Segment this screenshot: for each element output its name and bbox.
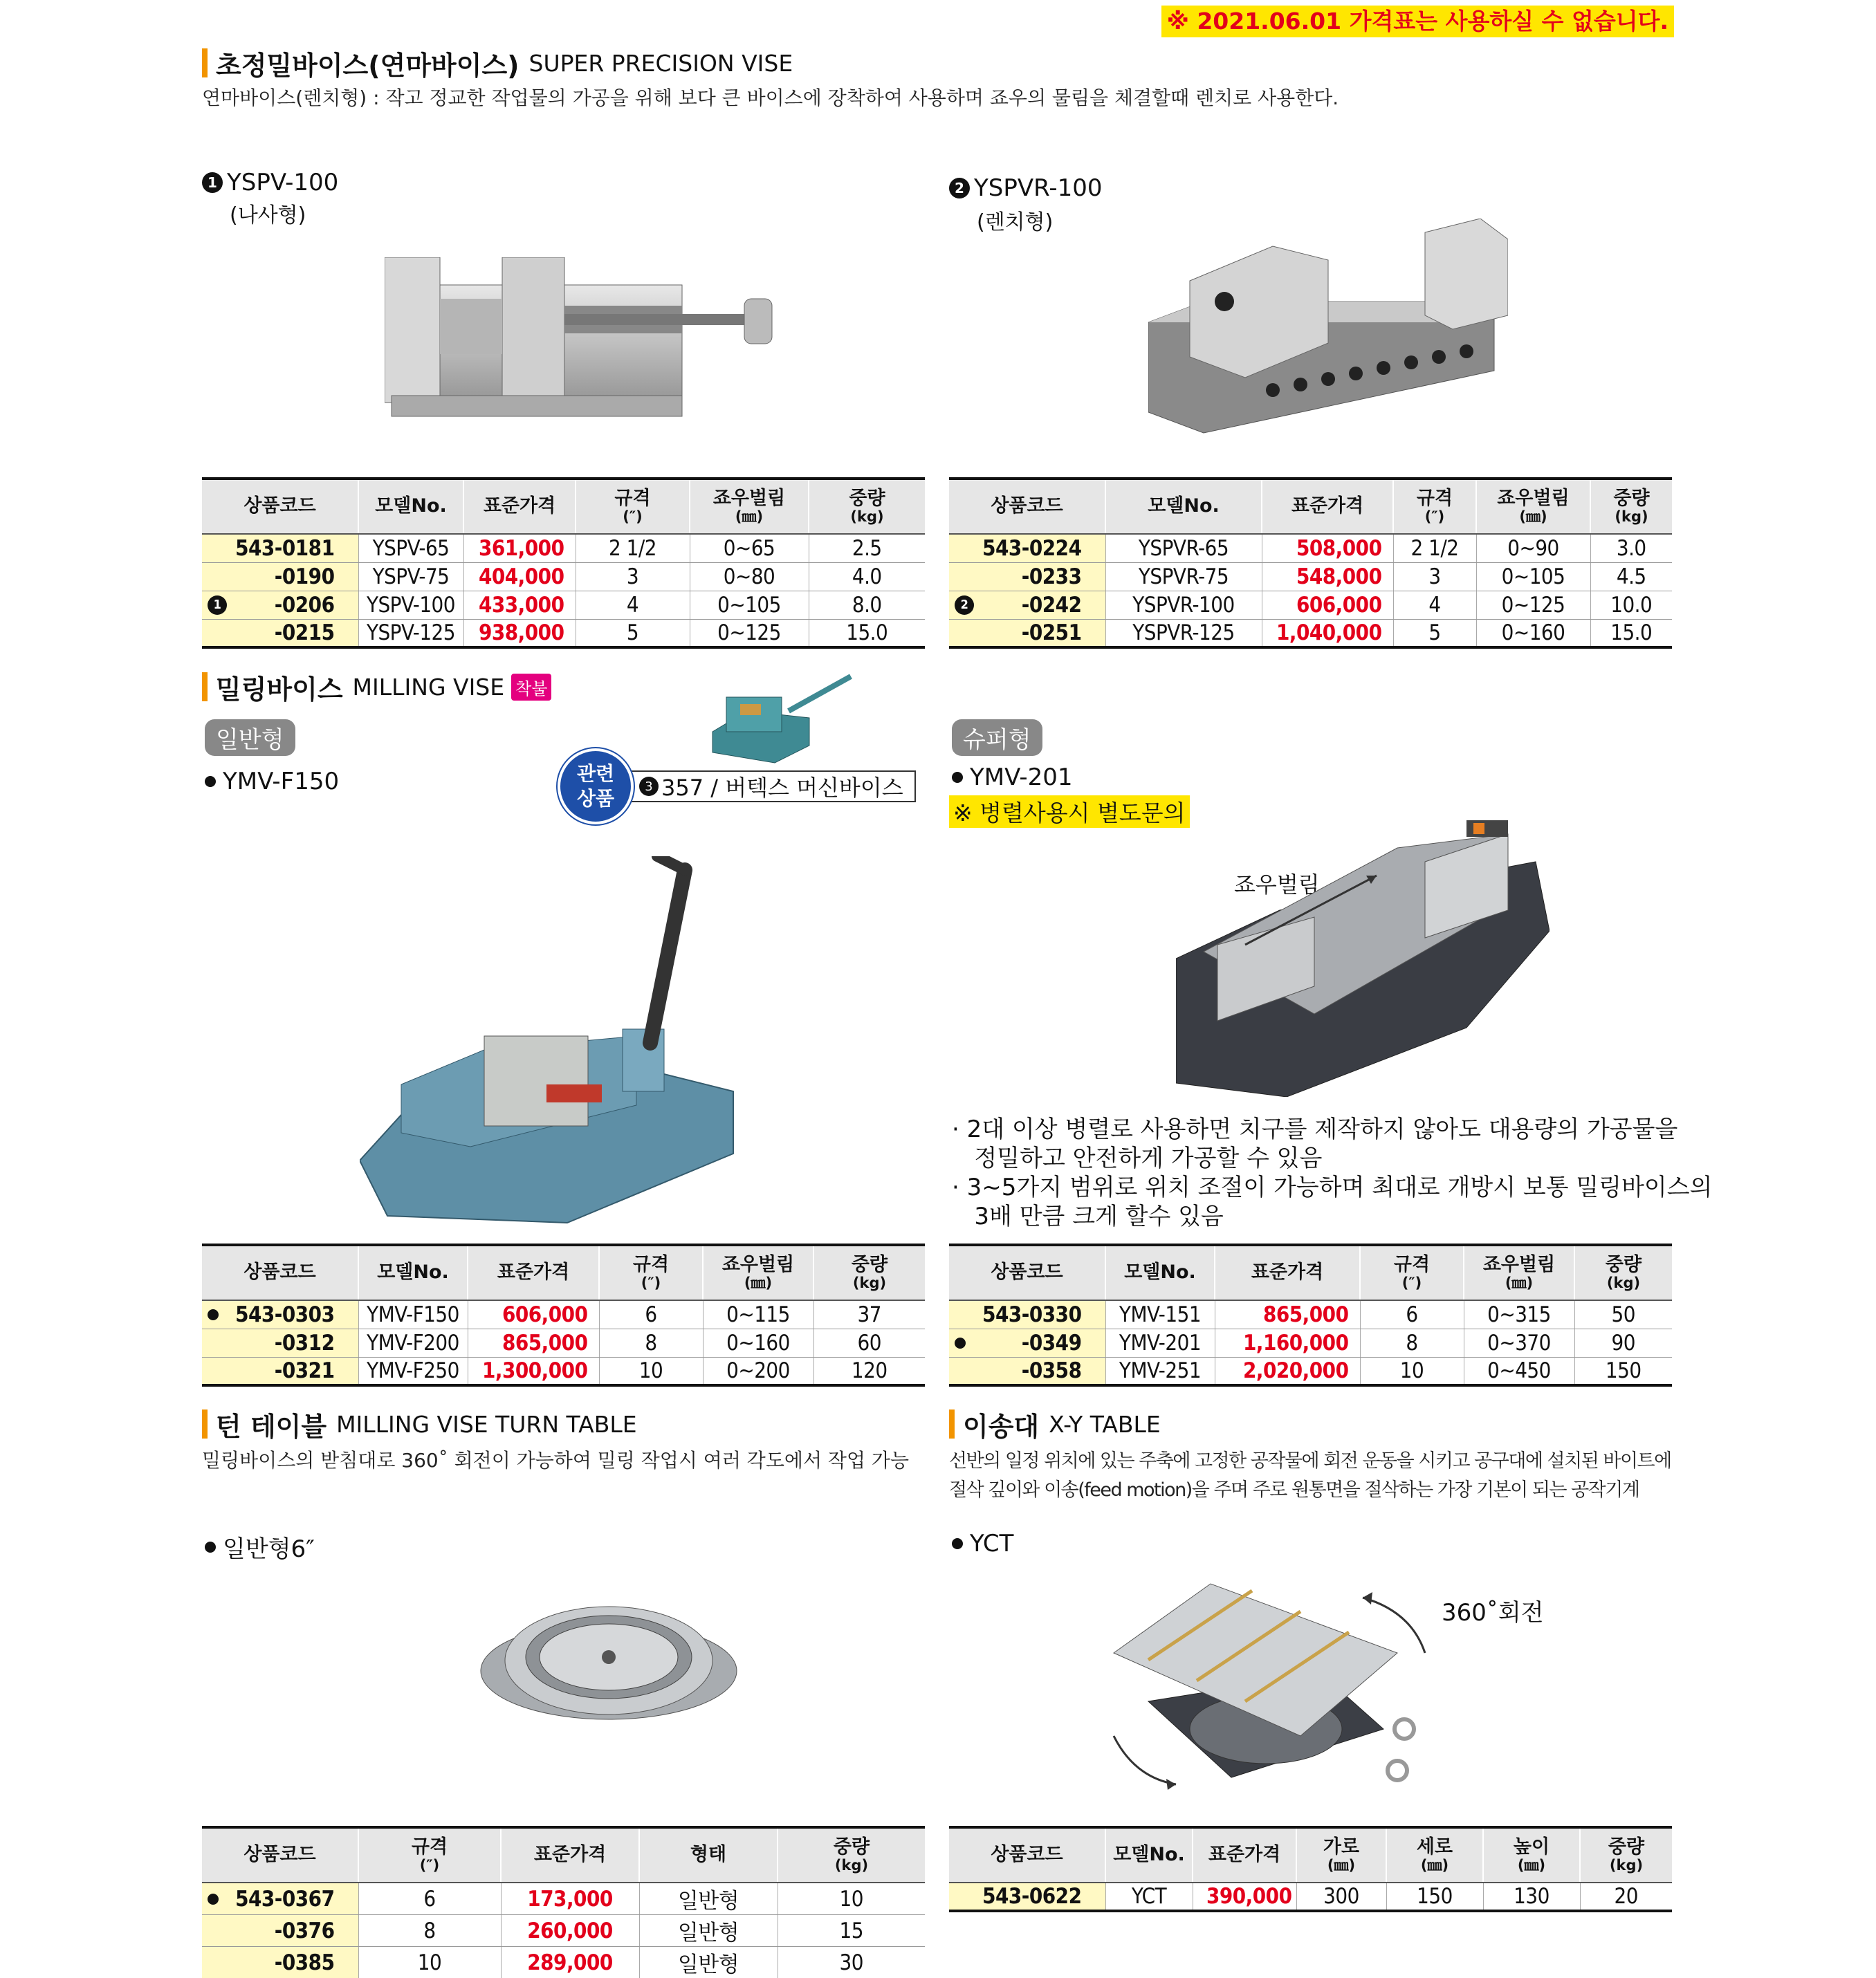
related-circle: 관련 상품	[558, 748, 634, 824]
cell-jaw: 0~105	[690, 591, 809, 619]
cell-jaw: 0~450	[1464, 1357, 1574, 1385]
header-weight: 중량 (kg)	[813, 1245, 925, 1300]
cell-price: 433,000	[463, 591, 576, 619]
cell-model: YSPV-65	[358, 534, 463, 562]
product-name: YMV-F150	[223, 768, 340, 795]
product-label-ymv201	[952, 764, 1073, 791]
cell-code: -0312	[202, 1329, 358, 1357]
cell-price: 865,000	[468, 1329, 599, 1357]
cell-size: 8	[358, 1915, 501, 1947]
product-name: YCT	[970, 1530, 1014, 1558]
header-depth: 세로 (㎜)	[1386, 1827, 1483, 1883]
header-size: 규격 (″)	[576, 479, 690, 534]
header-weight: 중량 (kg)	[809, 479, 925, 534]
cell-weight: 10.0	[1590, 591, 1672, 619]
product-subtype: (렌치형)	[977, 210, 1054, 234]
cell-size: 5	[1393, 619, 1476, 647]
section-title-en: MILLING VISE	[352, 673, 505, 701]
table-row	[949, 562, 1672, 591]
cell-code: -0233	[949, 562, 1105, 591]
header-jaw: 죠우벌림 (㎜)	[1464, 1245, 1574, 1300]
product-label-yct	[952, 1530, 1013, 1558]
bullet-dot	[205, 1542, 216, 1553]
cell-code: 543-0303	[202, 1300, 358, 1329]
product-name: YSPVR-100	[974, 174, 1103, 202]
price-notice: ※ 2021.06.01 가격표는 사용하실 수 없습니다.	[1161, 6, 1674, 37]
cell-weight: 120	[813, 1357, 925, 1385]
accent-bar	[202, 672, 208, 701]
cell-code: 543-0181	[202, 534, 358, 562]
cell-jaw: 0~200	[703, 1357, 813, 1385]
header-model: 모델No.	[1105, 479, 1262, 534]
section-title-en: MILLING VISE TURN TABLE	[336, 1410, 637, 1438]
number-bullet: 1	[202, 172, 223, 193]
yspvr-product-image	[1148, 219, 1508, 440]
bullet-dot	[952, 772, 963, 783]
header-jaw: 죠우벌림 (㎜)	[690, 479, 809, 534]
header-model: 모델No.	[1105, 1245, 1215, 1300]
row-marker: 1	[208, 595, 227, 615]
table-row	[202, 1883, 925, 1915]
cell-price: 1,300,000	[468, 1357, 599, 1385]
header-price: 표준가격	[463, 479, 576, 534]
table-row	[202, 619, 925, 647]
header-code: 상품코드	[949, 479, 1105, 534]
cell-weight: 8.0	[809, 591, 925, 619]
table-row	[949, 1883, 1672, 1911]
cell-code: -0376	[202, 1915, 358, 1947]
section-title-turn	[202, 1407, 637, 1441]
cell-price: 606,000	[468, 1300, 599, 1329]
cell-weight: 10	[778, 1883, 925, 1915]
cell-code: -0190	[202, 562, 358, 591]
row-marker	[208, 1894, 219, 1905]
cell-size: 6	[599, 1300, 703, 1329]
ymv201-features	[952, 1115, 1712, 1231]
header-size: 규격 (″)	[599, 1245, 703, 1300]
cell-weight: 37	[813, 1300, 925, 1329]
cell-price: 865,000	[1215, 1300, 1360, 1329]
cell-weight: 4.5	[1590, 562, 1672, 591]
cell-size: 8	[599, 1329, 703, 1357]
cell-weight: 2.5	[809, 534, 925, 562]
cell-jaw: 0~125	[690, 619, 809, 647]
accent-bar	[202, 48, 208, 77]
product-name: 일반형6″	[223, 1535, 315, 1563]
feature-line: · 2대 이상 병렬로 사용하면 치구를 제작하지 않아도 대용량의 가공물을	[952, 1116, 1678, 1143]
cell-weight: 4.0	[809, 562, 925, 591]
header-model: 모델No.	[1105, 1827, 1193, 1883]
cell-price: 361,000	[463, 534, 576, 562]
cell-weight: 150	[1574, 1357, 1672, 1385]
header-price: 표준가격	[468, 1245, 599, 1300]
header-size: 규격 (″)	[358, 1827, 501, 1883]
cell-price: 2,020,000	[1215, 1357, 1360, 1385]
xy-table-product-image	[1093, 1570, 1453, 1819]
cell-form: 일반형	[639, 1915, 778, 1947]
cell-jaw: 0~105	[1476, 562, 1590, 591]
cell-jaw: 0~90	[1476, 534, 1590, 562]
cell-code: -0358	[949, 1357, 1105, 1385]
yspv-product-image	[385, 257, 800, 423]
row-marker	[955, 1338, 966, 1349]
product-label-ymvf	[205, 768, 339, 795]
cell-code: 543-0622	[949, 1883, 1105, 1911]
table-row	[949, 1357, 1672, 1385]
bullet-dot	[205, 776, 216, 787]
cell-price: 289,000	[501, 1947, 639, 1978]
cell-price: 390,000	[1193, 1883, 1296, 1911]
cell-code: -0385	[202, 1947, 358, 1978]
table-row	[202, 562, 925, 591]
cell-code: -0349	[949, 1329, 1105, 1357]
product-subtype: (나사형)	[230, 203, 306, 228]
header-height: 높이 (㎜)	[1483, 1827, 1580, 1883]
spec-table-yspvr	[949, 477, 1672, 649]
table-row	[202, 1300, 925, 1329]
cell-weight: 20	[1580, 1883, 1672, 1911]
cell-size: 2 1/2	[576, 534, 690, 562]
cell-jaw: 0~65	[690, 534, 809, 562]
cell-code: -0215	[202, 619, 358, 647]
section-desc-precision: 연마바이스(렌치형) : 작고 정교한 작업물의 가공을 위해 보다 큰 바이스에 장착하여 사용하며 죠우의 물림을 체결할때 렌치로 사용한다.	[202, 86, 1339, 109]
table-row	[949, 1329, 1672, 1357]
cell-code: 543-0224	[949, 534, 1105, 562]
cell-size: 6	[358, 1883, 501, 1915]
cell-model: YSPVR-65	[1105, 534, 1262, 562]
cell-code: 1 -0206	[202, 591, 358, 619]
ymv201-product-image	[1176, 820, 1549, 1097]
cell-price: 1,160,000	[1215, 1329, 1360, 1357]
product-label-yspv	[202, 169, 338, 196]
product-label-turn6	[205, 1530, 315, 1564]
jaw-opening-label: 죠우벌림	[1234, 871, 1320, 898]
section-title-ko: 턴 테이블	[216, 1411, 327, 1442]
table-row	[202, 1329, 925, 1357]
shipping-badge: 착불	[511, 674, 551, 701]
cell-model: YMV-F150	[358, 1300, 468, 1329]
section-title-xy	[949, 1407, 1161, 1441]
cell-code: -0321	[202, 1357, 358, 1385]
parallel-use-note: ※ 병렬사용시 별도문의	[949, 795, 1190, 828]
cell-size: 5	[576, 619, 690, 647]
table-row	[202, 534, 925, 562]
cell-form: 일반형	[639, 1883, 778, 1915]
product-name: YSPV-100	[227, 169, 339, 196]
cell-price: 548,000	[1262, 562, 1393, 591]
cell-weight: 30	[778, 1947, 925, 1978]
cell-code: -0251	[949, 619, 1105, 647]
section-title-ko: 초정밀바이스(연마바이스)	[216, 50, 519, 81]
accent-bar	[949, 1409, 955, 1439]
cell-weight: 90	[1574, 1329, 1672, 1357]
cell-form: 일반형	[639, 1947, 778, 1978]
product-name: YMV-201	[970, 764, 1073, 791]
cell-jaw: 0~315	[1464, 1300, 1574, 1329]
cell-jaw: 0~370	[1464, 1329, 1574, 1357]
row-marker	[208, 1309, 219, 1320]
accent-bar	[202, 1409, 208, 1439]
cell-model: YSPV-75	[358, 562, 463, 591]
feature-line: 3배 만큼 크게 할수 있음	[952, 1203, 1224, 1230]
table-row	[949, 534, 1672, 562]
cell-size: 10	[358, 1947, 501, 1978]
section-title-ko: 밀링바이스	[216, 674, 343, 705]
section-desc-turn: 밀링바이스의 받침대로 360˚ 회전이 가능하여 밀링 작업시 여러 각도에서 작업 가능	[202, 1449, 909, 1472]
cell-model: YSPVR-125	[1105, 619, 1262, 647]
cell-model: YSPVR-75	[1105, 562, 1262, 591]
cell-weight: 15	[778, 1915, 925, 1947]
cell-depth: 150	[1386, 1883, 1483, 1911]
header-code: 상품코드	[202, 1827, 358, 1883]
table-row	[202, 1947, 925, 1978]
header-model: 모델No.	[358, 1245, 468, 1300]
header-weight: 중량 (kg)	[1574, 1245, 1672, 1300]
table-row	[949, 619, 1672, 647]
cell-size: 2 1/2	[1393, 534, 1476, 562]
cell-price: 404,000	[463, 562, 576, 591]
header-code: 상품코드	[202, 1245, 358, 1300]
cell-size: 8	[1360, 1329, 1464, 1357]
cell-model: YMV-251	[1105, 1357, 1215, 1385]
cell-weight: 60	[813, 1329, 925, 1357]
related-product-text: 357 / 버텍스 머신바이스	[661, 775, 903, 801]
cell-model: YSPV-125	[358, 619, 463, 647]
section-title-en: SUPER PRECISION VISE	[528, 49, 793, 77]
table-row	[949, 1300, 1672, 1329]
header-size: 규격 (″)	[1393, 479, 1476, 534]
cell-code: 543-0367	[202, 1883, 358, 1915]
header-price: 표준가격	[1215, 1245, 1360, 1300]
table-row	[949, 591, 1672, 619]
cell-size: 6	[1360, 1300, 1464, 1329]
cell-price: 173,000	[501, 1883, 639, 1915]
cell-model: YMV-F250	[358, 1357, 468, 1385]
header-code: 상품코드	[949, 1827, 1105, 1883]
cell-jaw: 0~160	[703, 1329, 813, 1357]
cell-size: 4	[1393, 591, 1476, 619]
feature-line: · 3~5가지 범위로 위치 조절이 가능하며 최대로 개방시 보통 밀링바이스의	[952, 1174, 1713, 1201]
bullet-dot	[952, 1538, 963, 1549]
cell-model: YSPV-100	[358, 591, 463, 619]
type-badge-general: 일반형	[205, 719, 295, 756]
number-bullet: 3	[639, 777, 659, 796]
section-title-en: X-Y TABLE	[1049, 1410, 1161, 1438]
cell-price: 508,000	[1262, 534, 1393, 562]
table-row	[202, 1357, 925, 1385]
spec-table-ymv	[949, 1244, 1672, 1387]
cell-code: 543-0330	[949, 1300, 1105, 1329]
section-desc-xy-1: 선반의 일정 위치에 있는 주축에 고정한 공작물에 회전 운동을 시키고 공구대에 설치된 바이트에	[949, 1450, 1671, 1472]
cell-size: 10	[599, 1357, 703, 1385]
number-bullet: 2	[949, 178, 970, 198]
cell-size: 3	[576, 562, 690, 591]
header-weight: 중량 (kg)	[1590, 479, 1672, 534]
product-label-yspvr	[949, 174, 1103, 202]
cell-size: 10	[1360, 1357, 1464, 1385]
section-desc-xy-2: 절삭 깊이와 이송(feed motion)을 주며 주로 원통면을 절삭하는 가장 기본이 되는 공작기계	[949, 1479, 1639, 1501]
header-jaw: 죠우벌림 (㎜)	[703, 1245, 813, 1300]
cell-model: YMV-201	[1105, 1329, 1215, 1357]
header-jaw: 죠우벌림 (㎜)	[1476, 479, 1590, 534]
cell-jaw: 0~115	[703, 1300, 813, 1329]
header-code: 상품코드	[949, 1245, 1105, 1300]
header-form: 형태	[639, 1827, 778, 1883]
header-price: 표준가격	[1193, 1827, 1296, 1883]
header-price: 표준가격	[501, 1827, 639, 1883]
cell-jaw: 0~125	[1476, 591, 1590, 619]
related-product-link[interactable]	[620, 770, 916, 802]
spec-table-xy	[949, 1826, 1672, 1912]
row-marker: 2	[955, 595, 974, 615]
cell-size: 4	[576, 591, 690, 619]
header-width: 가로 (㎜)	[1296, 1827, 1386, 1883]
rotation-label: 360˚회전	[1442, 1599, 1544, 1627]
header-code: 상품코드	[202, 479, 358, 534]
section-title-precision	[202, 46, 793, 80]
cell-model: YMV-151	[1105, 1300, 1215, 1329]
cell-jaw: 0~80	[690, 562, 809, 591]
section-title-milling	[202, 669, 551, 704]
cell-price: 260,000	[501, 1915, 639, 1947]
ymvf-product-image	[360, 856, 747, 1237]
cell-width: 300	[1296, 1883, 1386, 1911]
related-product-box[interactable]	[558, 748, 916, 824]
cell-model: YCT	[1105, 1883, 1193, 1911]
cell-weight: 3.0	[1590, 534, 1672, 562]
spec-table-ymvf	[202, 1244, 925, 1387]
header-model: 모델No.	[358, 479, 463, 534]
cell-weight: 15.0	[1590, 619, 1672, 647]
cell-size: 3	[1393, 562, 1476, 591]
cell-height: 130	[1483, 1883, 1580, 1911]
table-row	[202, 591, 925, 619]
spec-table-yspv	[202, 477, 925, 649]
cell-model: YMV-F200	[358, 1329, 468, 1357]
header-price: 표준가격	[1262, 479, 1393, 534]
cell-code: 2 -0242	[949, 591, 1105, 619]
feature-line: 정밀하고 안전하게 가공할 수 있음	[952, 1145, 1323, 1172]
cell-weight: 15.0	[809, 619, 925, 647]
header-weight: 중량 (kg)	[1580, 1827, 1672, 1883]
cell-price: 938,000	[463, 619, 576, 647]
cell-jaw: 0~160	[1476, 619, 1590, 647]
table-row	[202, 1915, 925, 1947]
section-title-ko: 이송대	[963, 1411, 1040, 1442]
cell-price: 606,000	[1262, 591, 1393, 619]
type-badge-super: 슈퍼형	[952, 719, 1042, 756]
header-size: 규격 (″)	[1360, 1245, 1464, 1300]
spec-table-turn	[202, 1826, 925, 1978]
turn-table-product-image	[477, 1595, 740, 1726]
header-weight: 중량 (kg)	[778, 1827, 925, 1883]
cell-price: 1,040,000	[1262, 619, 1393, 647]
cell-weight: 50	[1574, 1300, 1672, 1329]
cell-model: YSPVR-100	[1105, 591, 1262, 619]
